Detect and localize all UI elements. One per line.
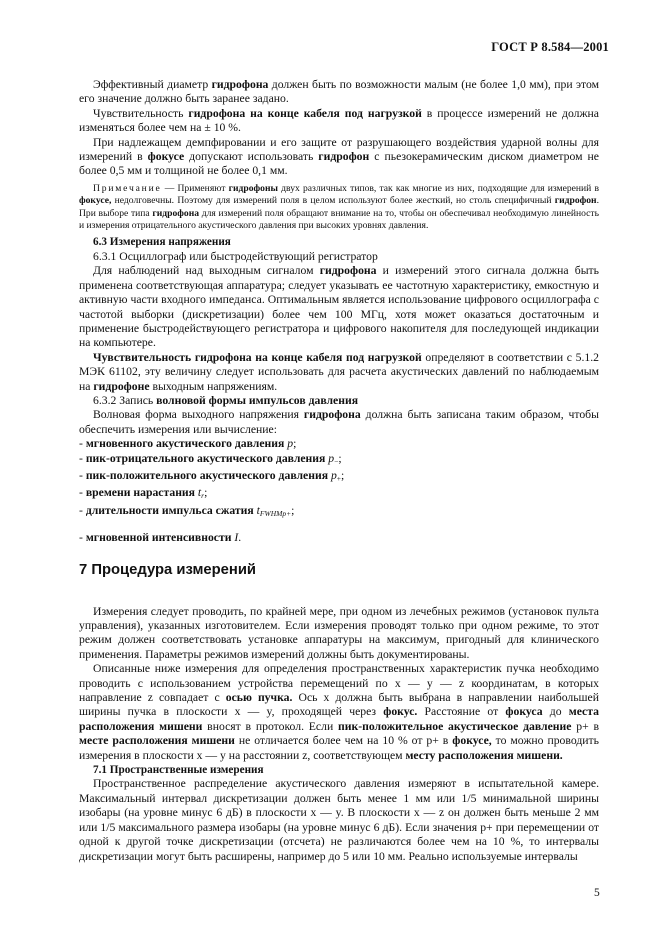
list-item: - мгновенного акустического давления p;	[79, 437, 297, 451]
subsection-heading-6-3-1: 6.3.1 Осциллограф или быстродействующий регистратор	[93, 249, 378, 263]
paragraph: Чувствительность гидрофона на конце кабеля под нагрузкой определяют в соответствии с 5.1.2 МЭК 61102, эту величину следует использовать для расчета акустических давлений по наблюдаемым на гидрофоне выходным напряжениям.	[79, 350, 600, 393]
section-heading-7-1: 7.1 Пространственные измерения	[93, 764, 264, 777]
page-body	[79, 78, 599, 864]
paragraph: Описанные ниже измерения для определения пространственных характеристик пучка необходимо проводить с использованием устройства перемещений по x — y — z координатам, в которых направление z совпадает с осью пучка. Ось x должна быть выбрана в направлении наибольшей ширины пучка в плоскости x — y, проходящей через фокус. Расстояние от фокуса до места расположения мишени вносят в протокол. Если пик-положительное акустическое давление p+ в месте расположения мишени не отличается более чем на 10 % от p+ в фокусе, то можно проводить измерения в плоскости x — y на расстоянии z, соответствующем месту расположения мишени.	[79, 662, 600, 762]
standard-designation: ГОСТ Р 8.584—2001	[491, 40, 609, 54]
list-item: - мгновенной интенсивности I.	[79, 531, 242, 545]
list-item: - длительности импульса сжатия $t_{FWHMp+}$;	[79, 503, 295, 518]
paragraph: Чувствительность гидрофона на конце кабеля под нагрузкой в процессе измерений не должна изменяться более чем на ± 10 %.	[79, 106, 599, 135]
section-heading-6-3: 6.3 Измерения напряжения	[93, 236, 231, 249]
paragraph: Для наблюдений над выходным сигналом гидрофона и измерений этого сигнала должна быть применена соответствующая аппаратура; следует указывать ее частотную характеристику, емкостную и активную части входного импеданса. Оптимальным является использование цифрового осциллографа с частотой выборки (дискретизации) более чем 100 МГц, хотя может оказаться достаточным и применение быстродействующего регистратора и цифрового накопителя для последующей индикации на компьютере.	[79, 264, 599, 350]
list-item: - пик-отрицательного акустического давления $p_-$;	[79, 451, 342, 466]
paragraph: Волновая форма выходного напряжения гидрофона должна быть записана таким образом, чтобы обеспечить измерения или вычисление:	[79, 408, 599, 436]
subsection-heading-6-3-2: 6.3.2 Запись волновой формы импульсов давления	[93, 393, 359, 407]
paragraph: Измерения следует проводить, по крайней мере, при одном из лечебных режимов (установок пульта управления), указанных изготовителем. Если измерения проводят только при одном режиме, то этот режим должен соответствовать установке аппаратуры на максимум, пригодный для клинического применения. Параметры режимов измерений должны быть документированы.	[79, 604, 599, 661]
paragraph: При надлежащем демпфировании и его защите от разрушающего воздействия ударной волны для измерений в фокусе допускают использовать гидрофон с пьезокерамическим диском диаметром не более 0,5 мм и толщиной не более 0,1 мм.	[79, 135, 599, 178]
note: Примечание — Применяют гидрофоны двух различных типов, так как многие из них, подходящие для измерений в фокусе, недолговечны. Поэтому для измерений поля в целом используют более жесткий, но столь специфичный гидрофон. При выборе типа гидрофона для измерений поля обращают внимание на то, чтобы он обеспечивал необходимую линейность и измерения отрицательного акустического давления при высоких уровнях давления.	[79, 182, 599, 232]
measurement-list	[79, 437, 599, 545]
list-item: - времени нарастания $t_r$;	[79, 486, 208, 501]
list-item: - пик-положительного акустического давления $p_+$;	[79, 468, 345, 483]
paragraph: Эффективный диаметр гидрофона должен быть по возможности малым (не более 1,0 мм), при этом его значение должно быть заранее задано.	[79, 78, 599, 106]
page-number: 5	[594, 887, 600, 899]
note-label: Примечание	[93, 182, 162, 194]
paragraph: Пространственное распределение акустического давления измеряют в испытательной камере. Максимальный интервал дискретизации должен быть менее 1 мм или 1/5 минимальной ширины изобары (на уровне минус 6 дБ) в плоскости x — y. В плоскости x — z он должен быть меньше 2 мм или 1/5 максимального размера изобары (на уровне минус 6 дБ). Если значения p+ при перемещении от одной к другой точке дискретизации (отсчета) не различаются более чем на 10 %, то интервалы дискретизации могут быть расширены, например до 5 или 10 мм. Реально используемые интервалы	[79, 777, 599, 863]
section-heading-7: 7 Процедура измерений	[79, 561, 257, 578]
